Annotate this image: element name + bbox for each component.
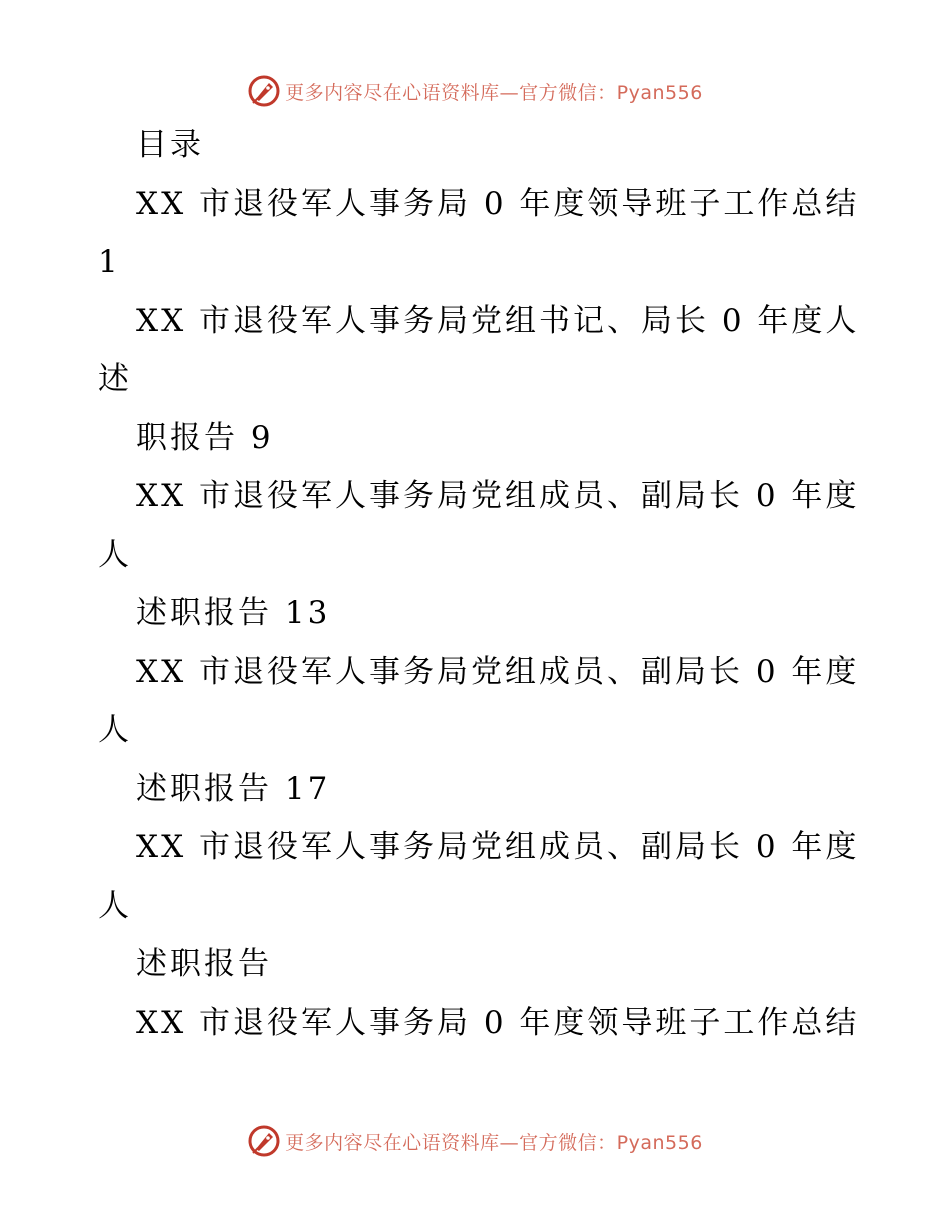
toc-entry-line: 人 bbox=[98, 888, 132, 924]
toc-entry-line: 职报告 9 bbox=[136, 420, 274, 456]
toc-entry-line: 述职报告 17 bbox=[136, 771, 331, 807]
watermark-banner-top bbox=[0, 71, 950, 111]
watermark-text: 更多内容尽在心语资料库—官方微信：Pyan556 bbox=[285, 81, 703, 104]
toc-entry-line: XX 市退役军人事务局党组成员、副局长 0 年度 bbox=[136, 654, 860, 690]
toc-entry-line: XX 市退役军人事务局党组成员、副局长 0 年度 bbox=[136, 829, 860, 865]
toc-entry-line: 人 bbox=[98, 537, 132, 573]
pen-nib-logo-icon bbox=[247, 1124, 281, 1158]
toc-entry-line: XX 市退役军人事务局 0 年度领导班子工作总结 bbox=[136, 1005, 860, 1041]
watermark-text: 更多内容尽在心语资料库—官方微信：Pyan556 bbox=[285, 1131, 703, 1154]
toc-entry-line: 人 bbox=[98, 712, 132, 748]
pen-nib-logo-icon bbox=[247, 74, 281, 108]
toc-heading: 目录 bbox=[136, 127, 204, 163]
toc-entry-line: 述职报告 13 bbox=[136, 595, 331, 631]
watermark-banner-bottom bbox=[0, 1121, 950, 1161]
toc-entry-page-number: 1 bbox=[98, 244, 121, 280]
toc-entry-line: XX 市退役军人事务局党组成员、副局长 0 年度 bbox=[136, 478, 860, 514]
toc-entry-line: XX 市退役军人事务局党组书记、局长 0 年度人 bbox=[136, 303, 860, 339]
watermark-wechat-id: Pyan556 bbox=[616, 81, 703, 104]
toc-entry-line: 述 bbox=[98, 361, 132, 397]
watermark-wechat-id: Pyan556 bbox=[616, 1131, 703, 1154]
toc-entry-line: XX 市退役军人事务局 0 年度领导班子工作总结 bbox=[136, 186, 860, 222]
toc-entry-line: 述职报告 bbox=[136, 946, 272, 982]
